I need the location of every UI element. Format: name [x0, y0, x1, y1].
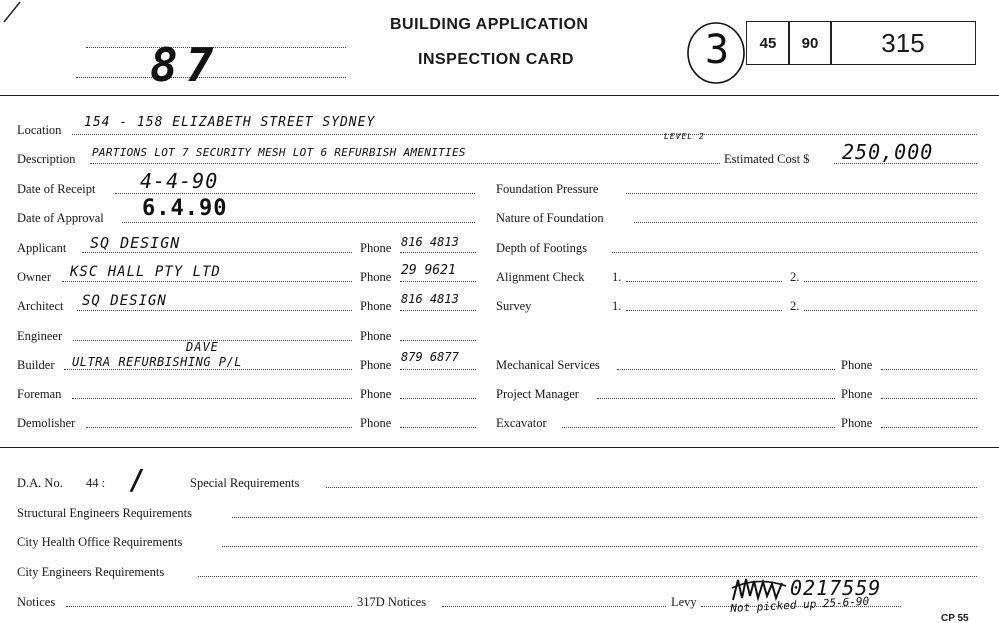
- demolisher-phone-label: Phone: [360, 416, 392, 430]
- date-of-receipt-label: Date of Receipt: [17, 182, 96, 196]
- applicant-phone-dots: [400, 252, 476, 253]
- owner-value: KSC HALL PTY LTD: [70, 264, 221, 280]
- estimated-cost-value: 250,000: [842, 140, 934, 164]
- owner-phone-dots: [400, 281, 476, 282]
- notices-dots: [66, 606, 352, 607]
- city-health-label: City Health Office Requirements: [17, 535, 183, 549]
- description-dots: [90, 163, 720, 164]
- builder-value: ULTRA REFURBISHING P/L: [72, 355, 242, 369]
- date-of-approval-label: Date of Approval: [17, 211, 104, 225]
- foreman-label: Foreman: [17, 387, 62, 401]
- header-divider: [0, 95, 999, 96]
- builder-label: Builder: [17, 358, 55, 372]
- depth-of-footings-label: Depth of Footings: [496, 241, 587, 255]
- demolisher-phone-dots: [400, 427, 476, 428]
- date-of-approval-dots: [122, 222, 475, 223]
- alignment-check-dots-2: [804, 281, 977, 282]
- special-requirements-label: Special Requirements: [190, 476, 300, 490]
- number-box-3-value: 315: [881, 27, 925, 58]
- alignment-check-num2: 2.: [790, 270, 800, 284]
- architect-phone-dots: [400, 310, 476, 311]
- levy-label: Levy: [671, 595, 697, 609]
- corner-mark: [0, 0, 40, 30]
- excavator-dots: [562, 427, 835, 428]
- date-of-receipt-value: 4-4-90: [140, 169, 219, 193]
- number-box-1: [746, 21, 790, 65]
- foundation-pressure-label: Foundation Pressure: [496, 182, 599, 196]
- estimated-cost-label: Estimated Cost $: [724, 152, 810, 166]
- mechanical-services-phone-dots: [881, 369, 977, 370]
- description-value: PARTIONS LOT 7 SECURITY MESH LOT 6 REFURBISH AMENITIES: [92, 146, 466, 159]
- form-code: CP 55: [941, 613, 969, 623]
- architect-phone-value: 816 4813: [401, 292, 459, 306]
- builder-contact-name: DAVE: [186, 340, 219, 354]
- builder-phone-value: 879 6877: [401, 350, 459, 364]
- city-engineers-label: City Engineers Requirements: [17, 565, 165, 579]
- da-no-value: /: [128, 463, 146, 496]
- mechanical-services-label: Mechanical Services: [496, 358, 600, 372]
- project-manager-label: Project Manager: [496, 387, 579, 401]
- alignment-check-dots-1: [626, 281, 782, 282]
- alignment-check-label: Alignment Check: [496, 270, 585, 284]
- special-requirements-dots: [326, 487, 977, 488]
- engineer-phone-dots: [400, 340, 476, 341]
- card-no-handwritten: 87: [150, 38, 222, 92]
- notices-317d-dots: [442, 606, 666, 607]
- title-line2: INSPECTION CARD: [418, 51, 574, 68]
- survey-label: Survey: [496, 299, 532, 313]
- notices-317d-label: 317D Notices: [357, 595, 427, 609]
- architect-label: Architect: [17, 299, 64, 313]
- survey-dots-1: [626, 310, 782, 311]
- nature-of-foundation-label: Nature of Foundation: [496, 211, 604, 225]
- mid-divider: [0, 447, 999, 448]
- engineer-label: Engineer: [17, 329, 63, 343]
- survey-num2: 2.: [790, 299, 800, 313]
- builder-dots: [64, 369, 352, 370]
- owner-phone-label: Phone: [360, 270, 392, 284]
- description-level: LEVEL 2: [664, 132, 705, 141]
- mechanical-services-phone-label: Phone: [841, 358, 873, 372]
- da-no-prefix: 44 :: [86, 476, 106, 490]
- survey-num1: 1.: [612, 299, 622, 313]
- foreman-phone-label: Phone: [360, 387, 392, 401]
- excavator-phone-label: Phone: [841, 416, 873, 430]
- title-line1: BUILDING APPLICATION: [390, 16, 589, 33]
- date-of-approval-value: 6.4.90: [142, 196, 228, 221]
- survey-dots-2: [804, 310, 977, 311]
- levy-receipt-number: 0217559: [790, 576, 882, 600]
- applicant-dots: [82, 252, 352, 253]
- nature-of-foundation-dots: [634, 222, 977, 223]
- number-box-2: [788, 21, 832, 65]
- owner-label: Owner: [17, 270, 52, 284]
- circled-number: 3: [705, 27, 731, 73]
- project-manager-phone-dots: [881, 398, 977, 399]
- demolisher-dots: [86, 427, 352, 428]
- location-label: Location: [17, 123, 62, 137]
- mechanical-services-dots: [617, 369, 835, 370]
- da-no-label: D.A. No.: [17, 476, 63, 490]
- foreman-dots: [72, 398, 352, 399]
- owner-dots: [62, 281, 352, 282]
- builder-phone-dots: [400, 369, 476, 370]
- architect-value: SQ DESIGN: [82, 293, 167, 309]
- engineer-phone-label: Phone: [360, 329, 392, 343]
- number-box-2-value: 90: [801, 34, 819, 52]
- alignment-check-num1: 1.: [612, 270, 622, 284]
- excavator-phone-dots: [881, 427, 977, 428]
- structural-engineers-label: Structural Engineers Requirements: [17, 506, 192, 520]
- excavator-label: Excavator: [496, 416, 547, 430]
- location-value: 154 - 158 ELIZABETH STREET SYDNEY: [84, 115, 376, 130]
- structural-engineers-dots: [232, 517, 977, 518]
- description-label: Description: [17, 152, 76, 166]
- project-manager-dots: [597, 398, 835, 399]
- depth-of-footings-dots: [612, 252, 977, 253]
- foreman-phone-dots: [400, 398, 476, 399]
- architect-dots: [77, 310, 352, 311]
- builder-phone-label: Phone: [360, 358, 392, 372]
- owner-phone-value: 29 9621: [401, 263, 456, 278]
- number-box-3: [830, 21, 976, 65]
- location-dots: [72, 134, 977, 135]
- project-manager-phone-label: Phone: [841, 387, 873, 401]
- number-box-1-value: 45: [759, 34, 777, 52]
- demolisher-label: Demolisher: [17, 416, 76, 430]
- applicant-phone-value: 816 4813: [401, 235, 459, 249]
- date-of-receipt-dots: [115, 193, 475, 194]
- city-health-dots: [222, 546, 977, 547]
- architect-phone-label: Phone: [360, 299, 392, 313]
- applicant-label: Applicant: [17, 241, 67, 255]
- notices-label: Notices: [17, 595, 56, 609]
- applicant-phone-label: Phone: [360, 241, 392, 255]
- foundation-pressure-dots: [626, 193, 977, 194]
- levy-note: Not picked up 25-6-90: [729, 594, 870, 615]
- applicant-value: SQ DESIGN: [90, 234, 181, 252]
